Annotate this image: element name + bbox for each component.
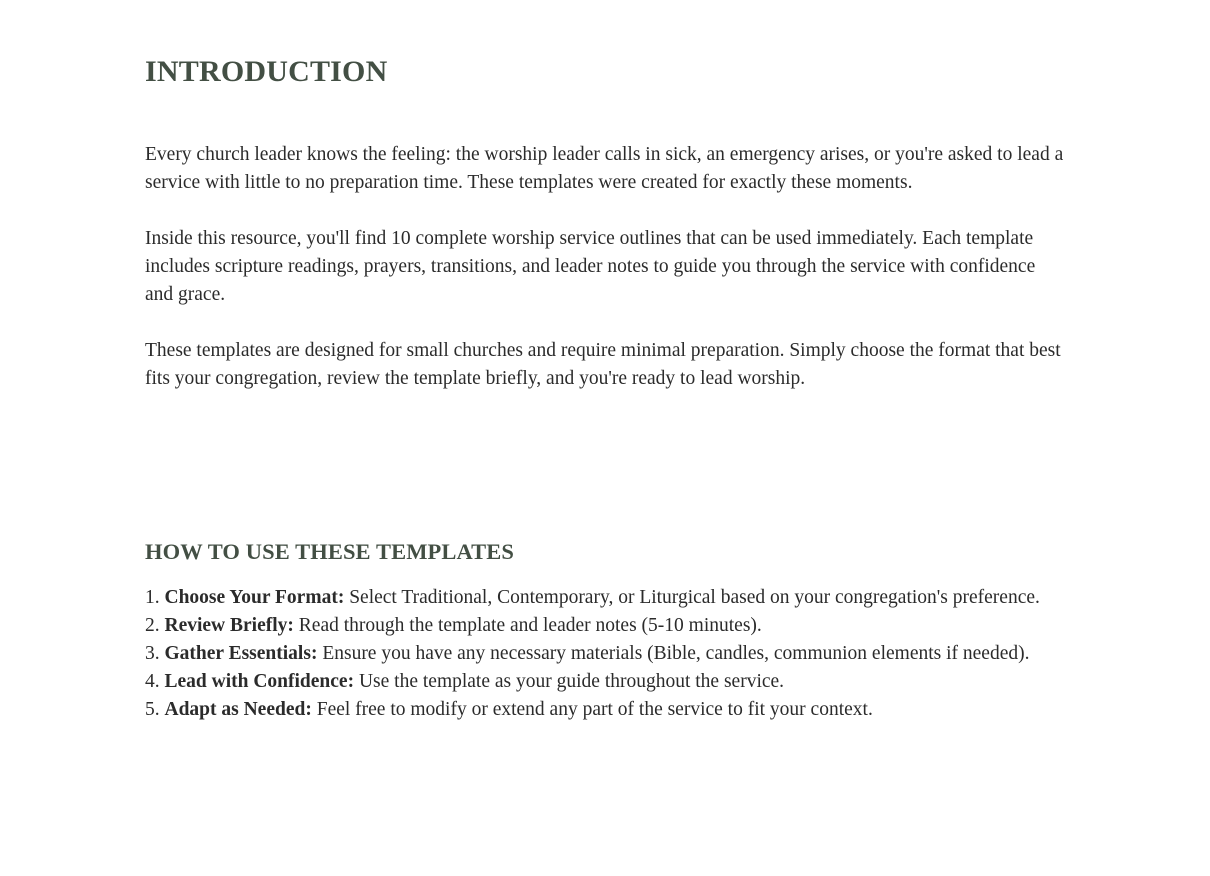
section-heading-how-to-use: HOW TO USE THESE TEMPLATES bbox=[145, 539, 514, 564]
list-item bbox=[145, 612, 1065, 640]
how-to-use-steps-list bbox=[145, 584, 1065, 724]
step-label: Gather Essentials: bbox=[164, 643, 318, 664]
step-text: Use the template as your guide throughout the service. bbox=[354, 671, 785, 692]
step-text: Select Traditional, Contemporary, or Liturgical based on your congregation's preference. bbox=[344, 587, 1040, 608]
intro-paragraph-1: Every church leader knows the feeling: the worship leader calls in sick, an emergency arises, or you're asked to lead a service with little to no preparation time. These templates were created for exactly these moments. bbox=[145, 144, 1064, 193]
step-label: Review Briefly: bbox=[164, 615, 294, 636]
page-title: INTRODUCTION bbox=[145, 55, 388, 88]
step-text: Ensure you have any necessary materials (Bible, candles, communion elements if needed). bbox=[317, 643, 1030, 664]
step-label: Lead with Confidence: bbox=[164, 671, 355, 692]
intro-body bbox=[145, 141, 1065, 393]
step-text: Read through the template and leader notes (5-10 minutes). bbox=[293, 615, 762, 636]
list-item bbox=[145, 640, 1065, 668]
intro-paragraph-2: Inside this resource, you'll find 10 complete worship service outlines that can be used immediately. Each template includes scripture readings, prayers, transitions, and leader notes to guide you through the service with confidence and grace. bbox=[145, 228, 1036, 305]
list-item bbox=[145, 584, 1065, 612]
step-label: Adapt as Needed: bbox=[164, 699, 312, 720]
list-item bbox=[145, 668, 1065, 696]
step-label: Choose Your Format: bbox=[164, 587, 345, 608]
intro-paragraph-3: These templates are designed for small churches and require minimal preparation. Simply choose the format that best fits your congregation, review the template briefly, and you're ready to lead worship. bbox=[145, 340, 1061, 389]
step-text: Feel free to modify or extend any part of the service to fit your context. bbox=[311, 699, 873, 720]
list-item bbox=[145, 696, 1065, 724]
